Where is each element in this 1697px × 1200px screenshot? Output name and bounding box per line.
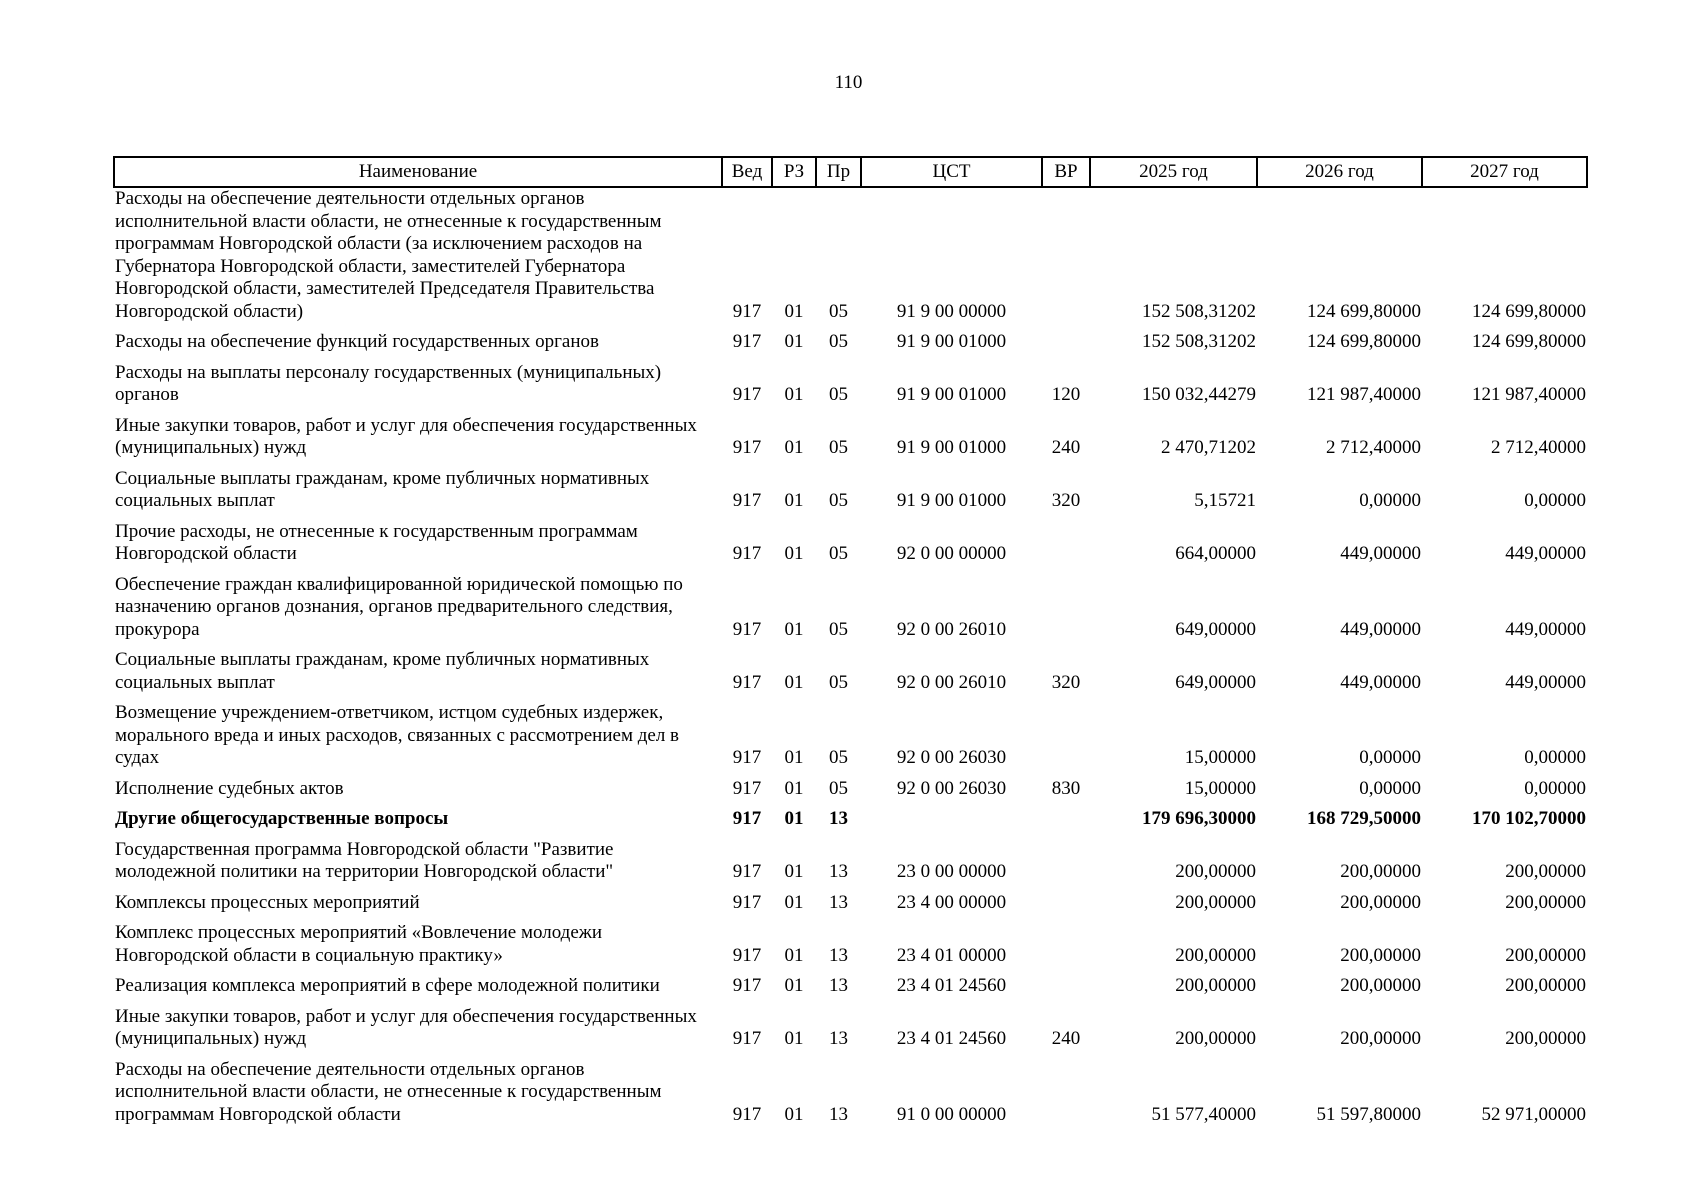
cell-2026: 0,00000 <box>1359 747 1421 768</box>
cell-name: Иные закупки товаров, работ и услуг для обеспечения государственных (муниципальных) нужд <box>115 414 697 458</box>
cell-2027: 170 102,70000 <box>1472 808 1586 829</box>
cell-cst: 23 4 01 24560 <box>896 1028 1007 1049</box>
cell-cst: 91 0 00 00000 <box>896 1103 1007 1125</box>
cell-name: Социальные выплаты гражданам, кроме публичных нормативных социальных выплат <box>115 467 650 511</box>
table-row <box>114 773 1587 804</box>
cell-rz: 01 <box>784 777 804 799</box>
cell-2026: 200,00000 <box>1340 944 1421 966</box>
cell-ved: 917 <box>732 384 762 405</box>
cell-cst: 23 4 01 00000 <box>896 944 1007 966</box>
cell-vr: 320 <box>1051 490 1081 511</box>
cell-rz: 01 <box>784 384 804 405</box>
cell-ved: 917 <box>732 618 762 640</box>
cell-2025: 664,00000 <box>1175 543 1256 564</box>
table-row <box>114 917 1587 970</box>
cell-rz: 01 <box>784 747 804 768</box>
cell-2027: 0,00000 <box>1524 777 1586 799</box>
cell-ved: 917 <box>732 1028 762 1049</box>
cell-2027: 0,00000 <box>1524 490 1586 511</box>
cell-name: Расходы на обеспечение деятельности отдельных органов исполнительной власти области, не отнесенные к государственным программам Новгородской области <box>115 1058 662 1125</box>
cell-2025: 200,00000 <box>1175 944 1256 966</box>
cell-pr: 13 <box>829 861 848 882</box>
cell-2025: 179 696,30000 <box>1142 808 1256 829</box>
cell-cst: 91 9 00 00000 <box>896 300 1007 322</box>
cell-2027: 200,00000 <box>1505 891 1586 913</box>
cell-pr: 05 <box>829 437 848 458</box>
cell-2025: 200,00000 <box>1175 891 1256 913</box>
cell-cst: 91 9 00 01000 <box>896 384 1007 405</box>
cell-cst <box>861 803 1042 834</box>
cell-name: Возмещение учреждением-ответчиком, истцом судебных издержек, морального вреда и иных расходов, связанных с рассмотрением дел в судах <box>115 702 680 768</box>
cell-ved: 917 <box>732 543 762 564</box>
cell-cst: 23 4 01 24560 <box>896 975 1007 996</box>
cell-vr: 120 <box>1051 384 1081 405</box>
cell-vr <box>1042 803 1090 834</box>
table-row <box>114 516 1587 569</box>
cell-2025: 15,00000 <box>1184 747 1256 768</box>
cell-name: Обеспечение граждан квалифицированной юридической помощью по назначению органов дознания, органов предварительного следствия, прокурора <box>115 573 683 640</box>
cell-cst: 92 0 00 00000 <box>896 543 1007 564</box>
header-ved: Вед <box>722 157 772 187</box>
cell-2025: 150 032,44279 <box>1142 384 1256 405</box>
table-row <box>114 187 1587 326</box>
cell-rz: 01 <box>784 861 804 882</box>
cell-pr: 05 <box>829 331 848 352</box>
cell-2026: 121 987,40000 <box>1307 384 1421 405</box>
cell-2027: 52 971,00000 <box>1481 1103 1586 1125</box>
cell-pr: 05 <box>829 777 848 799</box>
cell-2025: 649,00000 <box>1175 671 1256 693</box>
cell-2025: 5,15721 <box>1194 490 1256 511</box>
table-header <box>114 157 1587 187</box>
cell-pr: 05 <box>829 384 848 405</box>
cell-2026: 449,00000 <box>1340 671 1421 693</box>
header-vr: ВР <box>1042 157 1090 187</box>
cell-pr: 05 <box>829 671 848 693</box>
table-row <box>114 357 1587 410</box>
cell-rz: 01 <box>784 808 804 829</box>
cell-rz: 01 <box>784 331 804 352</box>
cell-name: Государственная программа Новгородской области "Развитие молодежной политики на территории Новгородской области" <box>115 838 614 882</box>
cell-vr <box>1042 1054 1090 1130</box>
cell-2025: 15,00000 <box>1184 777 1256 799</box>
cell-ved: 917 <box>732 1103 762 1125</box>
cell-cst: 91 9 00 01000 <box>896 490 1007 511</box>
cell-name: Расходы на обеспечение функций государственных органов <box>115 331 599 352</box>
cell-2026: 200,00000 <box>1340 975 1421 996</box>
cell-ved: 917 <box>732 437 762 458</box>
table-row <box>114 887 1587 918</box>
table-row <box>114 834 1587 887</box>
cell-ved: 917 <box>732 671 762 693</box>
header-2025: 2025 год <box>1090 157 1257 187</box>
header-2027: 2027 год <box>1422 157 1587 187</box>
cell-cst: 91 9 00 01000 <box>896 437 1007 458</box>
cell-ved: 917 <box>732 490 762 511</box>
cell-ved: 917 <box>732 747 762 768</box>
cell-2025: 152 508,31202 <box>1142 300 1256 322</box>
cell-2025: 200,00000 <box>1175 861 1256 882</box>
page-number: 110 <box>834 72 863 93</box>
cell-name: Реализация комплекса мероприятий в сфере молодежной политики <box>115 975 660 996</box>
cell-rz: 01 <box>784 1103 804 1125</box>
cell-2026: 2 712,40000 <box>1326 437 1421 458</box>
cell-cst: 91 9 00 01000 <box>896 331 1007 352</box>
cell-vr <box>1042 697 1090 773</box>
cell-pr: 13 <box>829 1103 848 1125</box>
cell-rz: 01 <box>784 891 804 913</box>
cell-cst: 23 4 00 00000 <box>896 891 1007 913</box>
cell-vr <box>1042 887 1090 918</box>
cell-rz: 01 <box>784 618 804 640</box>
cell-2027: 449,00000 <box>1505 618 1586 640</box>
table-row <box>114 1001 1587 1054</box>
cell-name: Комплексы процессных мероприятий <box>115 891 420 913</box>
cell-vr <box>1042 834 1090 887</box>
cell-name: Прочие расходы, не отнесенные к государственным программам Новгородской области <box>115 520 638 564</box>
cell-name: Социальные выплаты гражданам, кроме публичных нормативных социальных выплат <box>115 649 650 693</box>
cell-name: Расходы на выплаты персоналу государственных (муниципальных) органов <box>115 361 662 405</box>
cell-2026: 0,00000 <box>1359 777 1421 799</box>
table-row <box>114 970 1587 1001</box>
budget-table <box>113 156 1588 1129</box>
cell-2026: 0,00000 <box>1359 490 1421 511</box>
cell-name: Иные закупки товаров, работ и услуг для обеспечения государственных (муниципальных) нужд <box>115 1005 697 1049</box>
cell-2027: 200,00000 <box>1505 944 1586 966</box>
cell-2025: 152 508,31202 <box>1142 331 1256 352</box>
cell-rz: 01 <box>784 543 804 564</box>
cell-ved: 917 <box>732 808 762 829</box>
cell-vr <box>1042 569 1090 645</box>
cell-rz: 01 <box>784 944 804 966</box>
cell-2025: 2 470,71202 <box>1161 437 1256 458</box>
cell-2025: 649,00000 <box>1175 618 1256 640</box>
cell-pr: 13 <box>829 975 848 996</box>
cell-pr: 13 <box>829 1028 848 1049</box>
cell-pr: 05 <box>829 300 848 322</box>
cell-ved: 917 <box>732 944 762 966</box>
cell-pr: 05 <box>829 618 848 640</box>
cell-2026: 124 699,80000 <box>1307 331 1421 352</box>
cell-cst: 23 0 00 00000 <box>896 861 1007 882</box>
cell-rz: 01 <box>784 300 804 322</box>
cell-cst: 92 0 00 26030 <box>896 777 1007 799</box>
cell-2027: 0,00000 <box>1524 747 1586 768</box>
cell-vr: 240 <box>1051 1028 1081 1049</box>
cell-2026: 200,00000 <box>1340 1028 1421 1049</box>
cell-ved: 917 <box>732 331 762 352</box>
cell-rz: 01 <box>784 437 804 458</box>
cell-ved: 917 <box>732 300 762 322</box>
cell-2027: 200,00000 <box>1505 975 1586 996</box>
cell-vr <box>1042 326 1090 357</box>
cell-vr: 830 <box>1051 777 1081 799</box>
cell-2026: 449,00000 <box>1340 618 1421 640</box>
header-rz: РЗ <box>772 157 816 187</box>
cell-2026: 200,00000 <box>1340 891 1421 913</box>
cell-ved: 917 <box>732 891 762 913</box>
cell-vr <box>1042 917 1090 970</box>
cell-pr: 05 <box>829 747 848 768</box>
header-name: Наименование <box>114 157 722 187</box>
cell-2027: 449,00000 <box>1505 543 1586 564</box>
cell-name: Комплекс процессных мероприятий «Вовлечение молодежи Новгородской области в социальную практику» <box>115 922 603 966</box>
cell-2027: 449,00000 <box>1505 671 1586 693</box>
header-row <box>114 157 1587 187</box>
table-row <box>114 463 1587 516</box>
cell-2027: 200,00000 <box>1505 1028 1586 1049</box>
table-row <box>114 569 1587 645</box>
cell-2027: 124 699,80000 <box>1472 331 1586 352</box>
cell-cst: 92 0 00 26010 <box>896 618 1007 640</box>
cell-2027: 200,00000 <box>1505 861 1586 882</box>
cell-vr: 320 <box>1051 671 1081 693</box>
table-row <box>114 644 1587 697</box>
header-2026: 2026 год <box>1257 157 1422 187</box>
cell-2026: 449,00000 <box>1340 543 1421 564</box>
cell-rz: 01 <box>784 1028 804 1049</box>
cell-2027: 124 699,80000 <box>1472 300 1586 322</box>
cell-rz: 01 <box>784 671 804 693</box>
cell-pr: 05 <box>829 543 848 564</box>
header-pr: Пр <box>816 157 861 187</box>
cell-2026: 200,00000 <box>1340 861 1421 882</box>
table-row <box>114 1054 1587 1130</box>
cell-2025: 200,00000 <box>1175 975 1256 996</box>
cell-vr: 240 <box>1051 437 1081 458</box>
cell-2025: 51 577,40000 <box>1151 1103 1256 1125</box>
cell-ved: 917 <box>732 861 762 882</box>
cell-2026: 124 699,80000 <box>1307 300 1421 322</box>
cell-2026: 51 597,80000 <box>1316 1103 1421 1125</box>
table-row <box>114 803 1587 834</box>
cell-2027: 2 712,40000 <box>1491 437 1586 458</box>
cell-rz: 01 <box>784 490 804 511</box>
cell-vr <box>1042 187 1090 326</box>
budget-table-container <box>113 156 1588 1129</box>
cell-pr: 13 <box>829 944 848 966</box>
table-row <box>114 326 1587 357</box>
cell-cst: 92 0 00 26030 <box>896 747 1007 768</box>
cell-ved: 917 <box>732 975 762 996</box>
cell-2025: 200,00000 <box>1175 1028 1256 1049</box>
cell-ved: 917 <box>732 777 762 799</box>
cell-vr <box>1042 516 1090 569</box>
cell-vr <box>1042 970 1090 1001</box>
cell-rz: 01 <box>784 975 804 996</box>
cell-pr: 05 <box>829 490 848 511</box>
cell-name: Другие общегосударственные вопросы <box>115 808 449 829</box>
table-row <box>114 697 1587 773</box>
cell-2027: 121 987,40000 <box>1472 384 1586 405</box>
table-row <box>114 410 1587 463</box>
cell-2026: 168 729,50000 <box>1307 808 1421 829</box>
cell-name: Исполнение судебных актов <box>115 777 344 799</box>
cell-name: Расходы на обеспечение деятельности отдельных органов исполнительной власти области, не отнесенные к государственным программам Новгородской области (за исключением расходов на Губернатора Новгородской области, заместителей Губернатора Новгородской области, заместителей Председателя Правительства Новгородской области) <box>115 188 662 322</box>
cell-cst: 92 0 00 26010 <box>896 671 1007 693</box>
table-body <box>114 187 1587 1129</box>
cell-pr: 13 <box>829 808 848 829</box>
header-cst: ЦСТ <box>861 157 1042 187</box>
cell-pr: 13 <box>829 891 848 913</box>
